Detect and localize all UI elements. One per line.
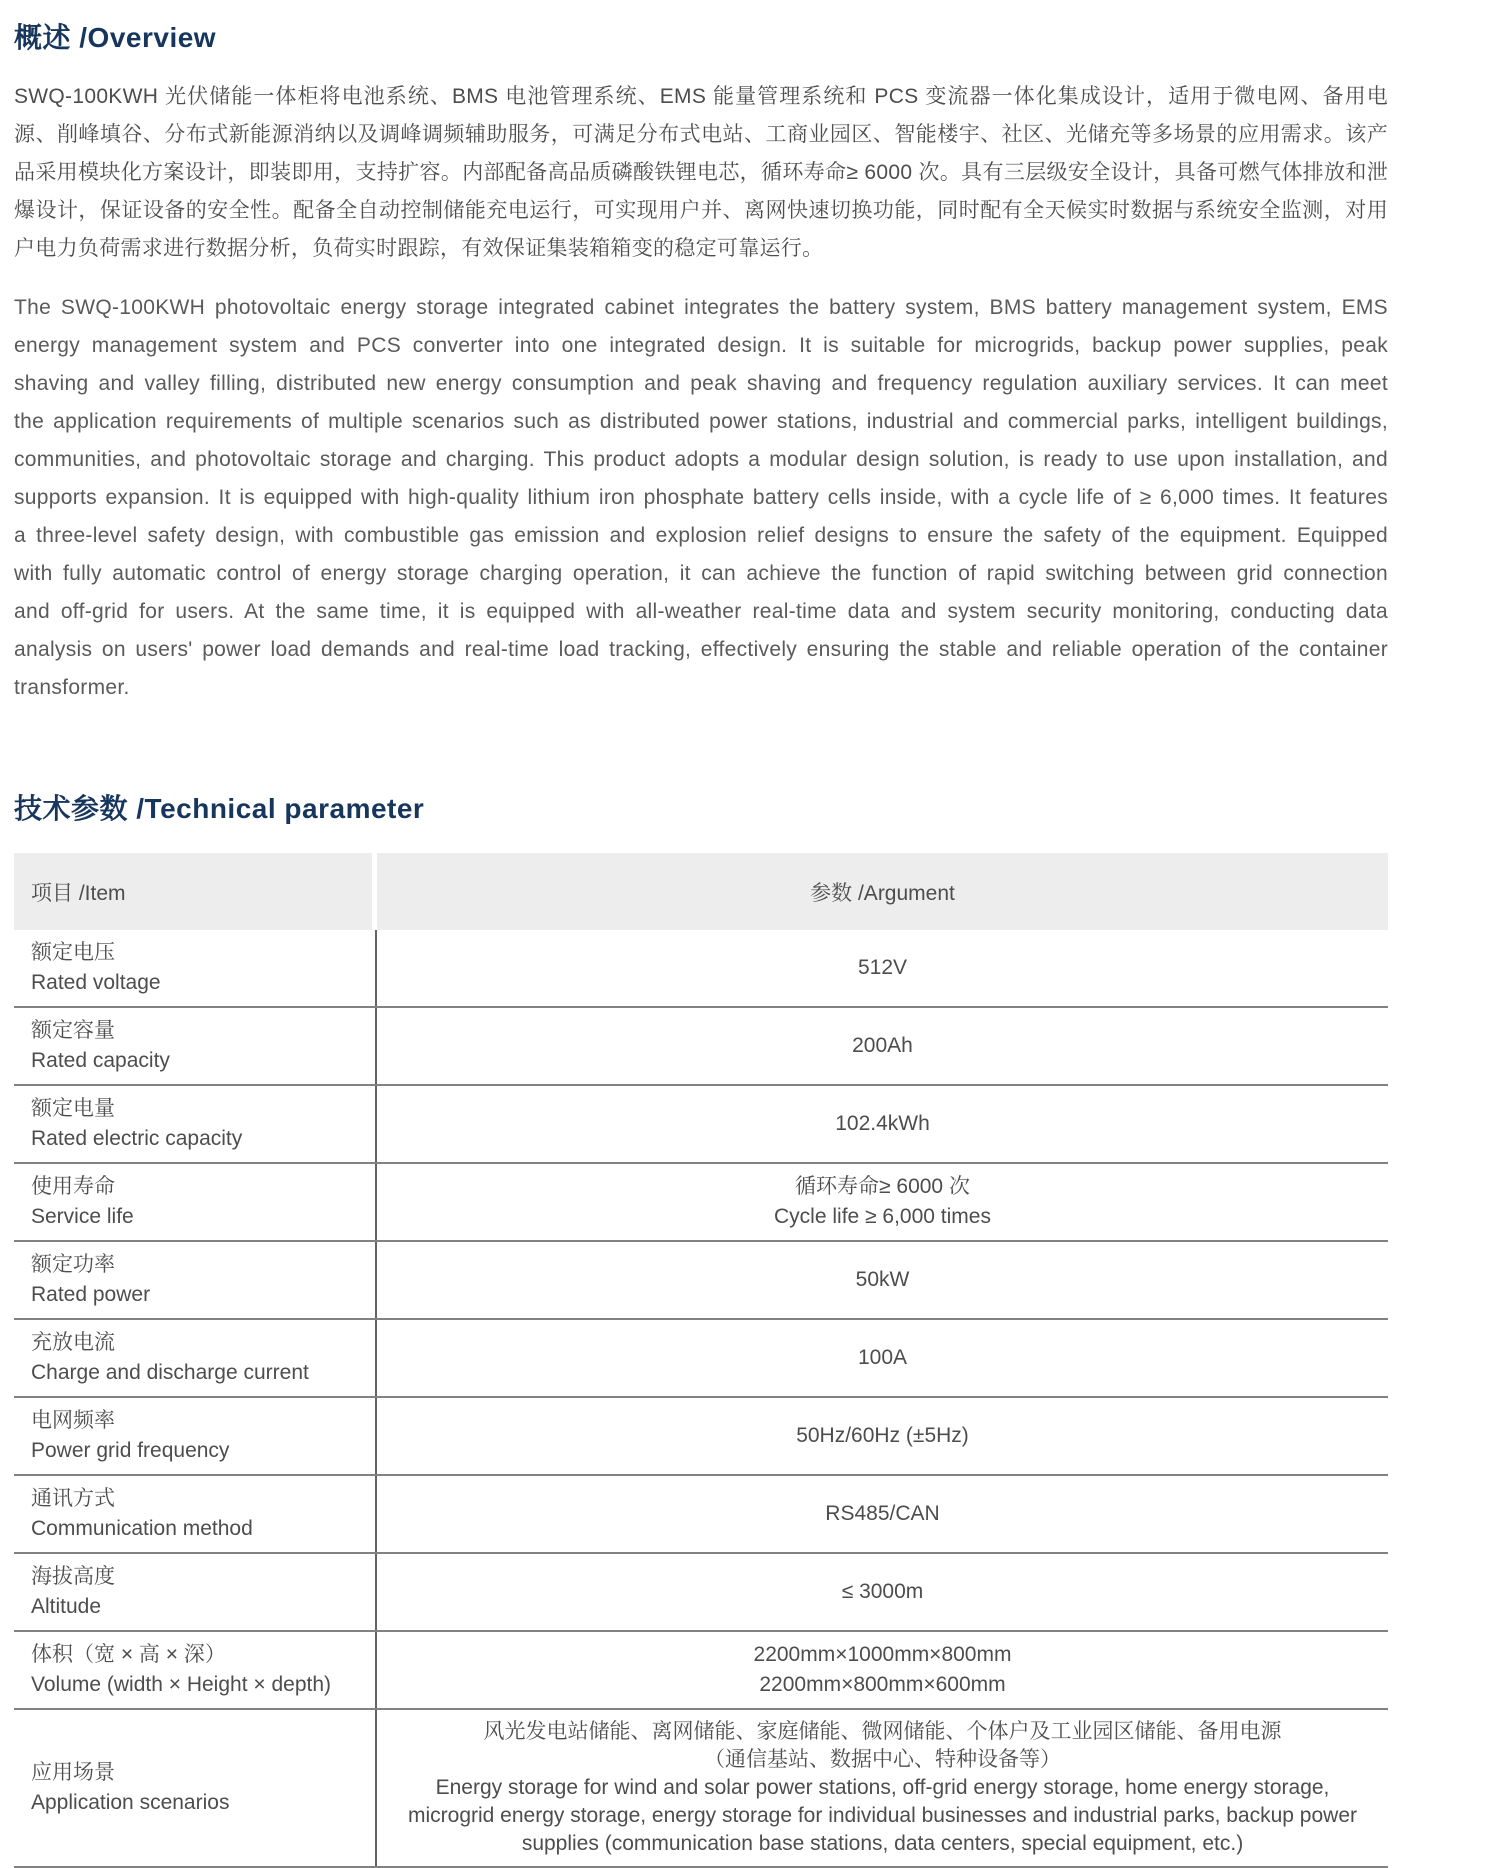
row-label-cell (14, 1008, 377, 1084)
row-value-cell (377, 1632, 1388, 1708)
table-row (14, 1632, 1388, 1710)
row-value-line: 50Hz/60Hz (±5Hz) (796, 1424, 969, 1447)
header-cell-item: 项目 /Item (14, 853, 372, 930)
overview-paragraph-en: The SWQ-100KWH photovoltaic energy storage integrated cabinet integrates the battery system, BMS battery management system, EMS energy management system and PCS converter into one integrated design. It is suitable for microgrids, backup power supplies, peak shaving and valley filling, distributed new energy consumption and peak shaving and frequency regulation auxiliary services. It can meet the application requirements of multiple scenarios such as distributed power stations, industrial and commercial parks, intelligent buildings, communities, and photovoltaic storage and charging. This product adopts a modular design solution, is ready to use upon installation, and supports expansion. It is equipped with high-quality lithium iron phosphate battery cells inside, with a cycle life of ≥ 6,000 times. It features a three-level safety design, with combustible gas emission and explosion relief designs to ensure the safety of the equipment. Equipped with fully automatic control of energy storage charging operation, it can achieve the function of rapid switching between grid connection and off-grid for users. At the same time, it is equipped with all-weather real-time data and system security monitoring, conducting data analysis on users' power load demands and real-time load tracking, effectively ensuring the stable and reliable operation of the container transformer. (14, 296, 1388, 699)
row-value-line: ≤ 3000m (841, 1580, 924, 1603)
overview-heading: 概述 /Overview (14, 22, 217, 53)
row-value-line: 2200mm×800mm×600mm (759, 1673, 1006, 1696)
page-content (14, 0, 1388, 1868)
row-label-cell (14, 1086, 377, 1162)
row-label-en: Rated electric capacity (31, 1127, 243, 1150)
table-row (14, 1242, 1388, 1320)
row-label-zh: 应用场景 (31, 1761, 115, 1784)
row-value-cell (377, 1320, 1388, 1396)
row-value-cell (377, 1164, 1388, 1240)
row-value-line: 200Ah (852, 1034, 913, 1057)
row-label-cell (14, 1710, 377, 1866)
row-value-cell (377, 930, 1388, 1006)
row-value-line: Cycle life ≥ 6,000 times (774, 1205, 991, 1228)
row-label-cell (14, 1242, 377, 1318)
row-label-en: Volume (width × Height × depth) (31, 1673, 332, 1696)
row-label-en: Charge and discharge current (31, 1361, 309, 1384)
row-value-line: supplies (communication base stations, data centers, special equipment, etc.) (521, 1832, 1244, 1855)
table-row (14, 1086, 1388, 1164)
row-label-en: Application scenarios (31, 1791, 230, 1814)
table-row (14, 1008, 1388, 1086)
table-row (14, 1476, 1388, 1554)
spec-table-header (14, 853, 1388, 930)
spec-table (14, 853, 1388, 1868)
row-label-en: Service life (31, 1205, 134, 1228)
row-value-line: Energy storage for wind and solar power stations, off-grid energy storage, home energy storage, (435, 1776, 1330, 1799)
row-label-cell (14, 1476, 377, 1552)
row-label-zh: 使用寿命 (31, 1175, 115, 1198)
row-label-zh: 额定功率 (31, 1253, 115, 1276)
row-label-cell (14, 1320, 377, 1396)
table-row (14, 930, 1388, 1008)
row-label-en: Communication method (31, 1517, 253, 1540)
row-label-zh: 体积（宽 × 高 × 深） (31, 1643, 226, 1666)
row-value-line: 50kW (855, 1268, 910, 1291)
row-label-cell (14, 1398, 377, 1474)
table-row (14, 1554, 1388, 1632)
row-value-line: 512V (857, 956, 908, 979)
row-value-line: 102.4kWh (835, 1112, 930, 1135)
row-value-cell (377, 1710, 1388, 1866)
row-label-cell (14, 1554, 377, 1630)
row-value-line: （通信基站、数据中心、特种设备等） (704, 1748, 1061, 1771)
row-label-en: Power grid frequency (31, 1439, 230, 1462)
header-cell-argument: 参数 /Argument (377, 853, 1388, 930)
table-row (14, 1164, 1388, 1242)
row-label-zh: 额定容量 (31, 1019, 115, 1042)
table-row (14, 1398, 1388, 1476)
row-label-en: Rated power (31, 1283, 151, 1306)
row-label-zh: 海拔高度 (31, 1565, 115, 1588)
row-value-line: RS485/CAN (825, 1502, 940, 1525)
row-label-zh: 充放电流 (31, 1331, 115, 1354)
row-value-cell (377, 1008, 1388, 1084)
table-row (14, 1710, 1388, 1868)
row-value-cell (377, 1554, 1388, 1630)
row-value-cell (377, 1398, 1388, 1474)
row-label-en: Rated capacity (31, 1049, 170, 1072)
row-value-line: microgrid energy storage, energy storage for individual businesses and industrial parks, backup power (407, 1804, 1357, 1827)
row-label-en: Rated voltage (31, 971, 161, 994)
overview-paragraph-zh: SWQ-100KWH 光伏储能一体柜将电池系统、BMS 电池管理系统、EMS 能量管理系统和 PCS 变流器一体化集成设计，适用于微电网、备用电源、削峰填谷、分布式新能源消纳以及调峰调频辅助服务，可满足分布式电站、工商业园区、智能楼宇、社区、光储充等多场景的应用需求。该产品采用模块化方案设计，即装即用，支持扩容。内部配备高品质磷酸铁锂电芯，循环寿命≥ 6000 次。具有三层级安全设计，具备可燃气体排放和泄爆设计，保证设备的安全性。配备全自动控制储能充电运行，可实现用户并、离网快速切换功能，同时配有全天候实时数据与系统安全监测，对用户电力负荷需求进行数据分析，负荷实时跟踪，有效保证集装箱箱变的稳定可靠运行。 (14, 85, 1388, 260)
row-label-cell (14, 930, 377, 1006)
row-label-cell (14, 1632, 377, 1708)
row-value-cell (377, 1476, 1388, 1552)
row-label-zh: 电网频率 (31, 1409, 115, 1432)
row-label-zh: 额定电量 (31, 1097, 115, 1120)
row-value-cell (377, 1242, 1388, 1318)
technical-heading: 技术参数 /Technical parameter (14, 793, 425, 824)
row-value-cell (377, 1086, 1388, 1162)
row-label-zh: 通讯方式 (31, 1487, 115, 1510)
row-label-cell (14, 1164, 377, 1240)
row-value-line: 循环寿命≥ 6000 次 (795, 1175, 970, 1198)
table-row (14, 1320, 1388, 1398)
row-label-en: Altitude (31, 1595, 102, 1618)
row-value-line: 2200mm×1000mm×800mm (753, 1643, 1012, 1666)
row-value-line: 100A (857, 1346, 908, 1369)
row-label-zh: 额定电压 (31, 941, 115, 964)
row-value-line: 风光发电站储能、离网储能、家庭储能、微网储能、个体户及工业园区储能、备用电源 (483, 1720, 1282, 1743)
